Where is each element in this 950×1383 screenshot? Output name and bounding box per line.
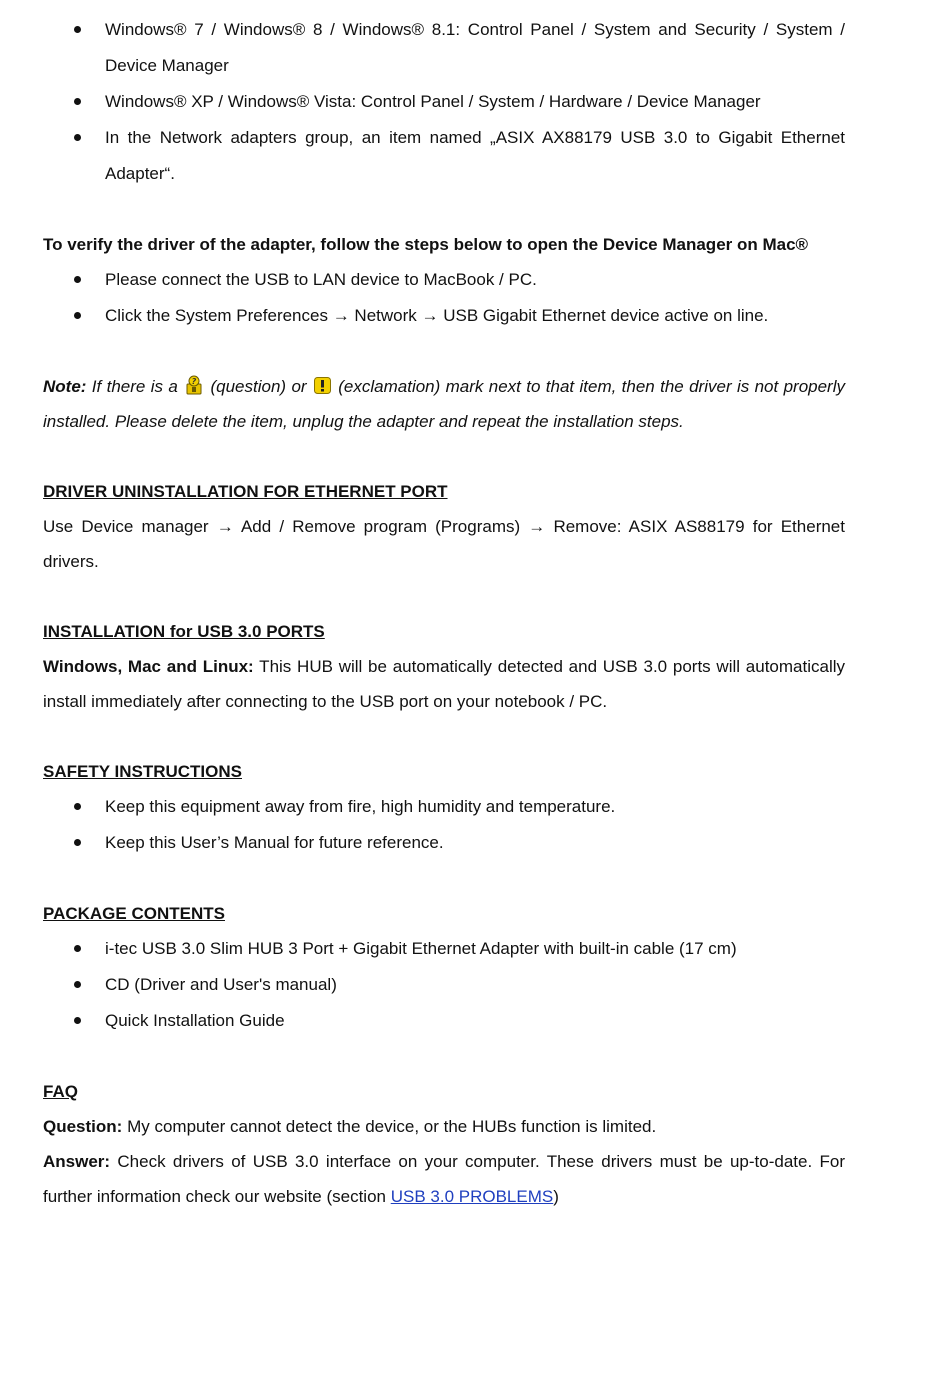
package-heading: PACKAGE CONTENTS: [43, 904, 225, 923]
list-item-text: CD (Driver and User's manual): [105, 975, 337, 994]
list-item: [43, 84, 845, 120]
list-item: [43, 298, 845, 334]
spacer: [43, 439, 845, 474]
list-item: [43, 789, 845, 825]
list-item-text: i-tec USB 3.0 Slim HUB 3 Port + Gigabit Ethernet Adapter with built-in cable (17 cm): [105, 939, 737, 958]
usb-label: Windows, Mac and Linux:: [43, 657, 254, 676]
faq-answer: [43, 1144, 845, 1214]
document-page: [43, 12, 845, 1214]
spacer: [43, 861, 845, 896]
list-item: [43, 967, 845, 1003]
note-label: Note:: [43, 377, 87, 396]
note-text-2: (question) or: [205, 377, 312, 396]
mac-heading: To verify the driver of the adapter, follow the steps below to open the Device Manager on Mac®: [43, 235, 809, 254]
bullet-icon: [74, 98, 81, 105]
bullet-icon: [74, 803, 81, 810]
bullet-icon: [74, 1017, 81, 1024]
spacer: [43, 192, 845, 227]
safety-heading: SAFETY INSTRUCTIONS: [43, 762, 242, 781]
answer-label: Answer:: [43, 1152, 111, 1171]
bullet-icon: [74, 981, 81, 988]
answer-text: Check drivers of USB 3.0 interface on your computer. These drivers must be up-to-date. For further information check our website (section: [43, 1152, 845, 1206]
usb-paragraph: [43, 649, 845, 719]
list-item-text: Keep this User’s Manual for future reference.: [105, 833, 444, 852]
uninstall-heading: DRIVER UNINSTALLATION FOR ETHERNET PORT: [43, 482, 448, 501]
safety-list: [43, 789, 845, 861]
faq-question: [43, 1109, 845, 1144]
note-text-3: (exclamation) mark next to that item, then the driver is not properly installed. Please delete the item, unplug the adapter and repeat the installation steps.: [43, 377, 845, 431]
list-item: [43, 825, 845, 861]
list-item: [43, 1003, 845, 1039]
bullet-icon: [74, 839, 81, 846]
bullet-icon: [74, 276, 81, 283]
usb-heading: INSTALLATION for USB 3.0 PORTS: [43, 622, 325, 641]
list-item: [43, 120, 845, 192]
exclamation-mark-icon: [314, 371, 331, 388]
list-item: [43, 931, 845, 967]
list-item-text: Quick Installation Guide: [105, 1011, 285, 1030]
uninstall-text: Use Device manager → Add / Remove program (Programs) → Remove: ASIX AS88179 for Ethernet drivers.: [43, 517, 845, 571]
list-item-text: Keep this equipment away from fire, high humidity and temperature.: [105, 797, 616, 816]
note-text-1: If there is a: [86, 377, 184, 396]
bullet-icon: [74, 312, 81, 319]
usb-problems-link[interactable]: USB 3.0 PROBLEMS: [390, 1187, 554, 1206]
list-item-text: In the Network adapters group, an item named „ASIX AX88179 USB 3.0 to Gigabit Ethernet Adapter“.: [105, 128, 845, 183]
bullet-icon: [74, 26, 81, 33]
windows-path-list: [43, 12, 845, 192]
question-text: My computer cannot detect the device, or the HUBs function is limited.: [122, 1117, 657, 1136]
list-item: [43, 262, 845, 298]
mac-steps-list: [43, 262, 845, 334]
question-mark-icon: [185, 372, 203, 392]
list-item: [43, 12, 845, 84]
bullet-icon: [74, 134, 81, 141]
spacer: [43, 334, 845, 369]
spacer: [43, 1039, 845, 1074]
list-item-text: Windows® XP / Windows® Vista: Control Panel / System / Hardware / Device Manager: [105, 92, 761, 111]
spacer: [43, 719, 845, 754]
svg-text:?: ?: [191, 377, 197, 386]
list-item-text: Please connect the USB to LAN device to MacBook / PC.: [105, 270, 537, 289]
package-list: [43, 931, 845, 1039]
note-paragraph: [43, 369, 845, 439]
list-item-text: Click the System Preferences → Network → USB Gigabit Ethernet device active on line.: [105, 306, 769, 325]
list-item-text: Windows® 7 / Windows® 8 / Windows® 8.1: Control Panel / System and Security / System / Device Manager: [105, 20, 845, 75]
question-label: Question:: [43, 1117, 123, 1136]
usb-text: This HUB will be automatically detected and USB 3.0 ports will automatically install immediately after connecting to the USB port on your notebook / PC.: [43, 657, 845, 711]
answer-end: ): [553, 1187, 559, 1206]
spacer: [43, 579, 845, 614]
bullet-icon: [74, 945, 81, 952]
faq-heading: FAQ: [43, 1082, 78, 1101]
